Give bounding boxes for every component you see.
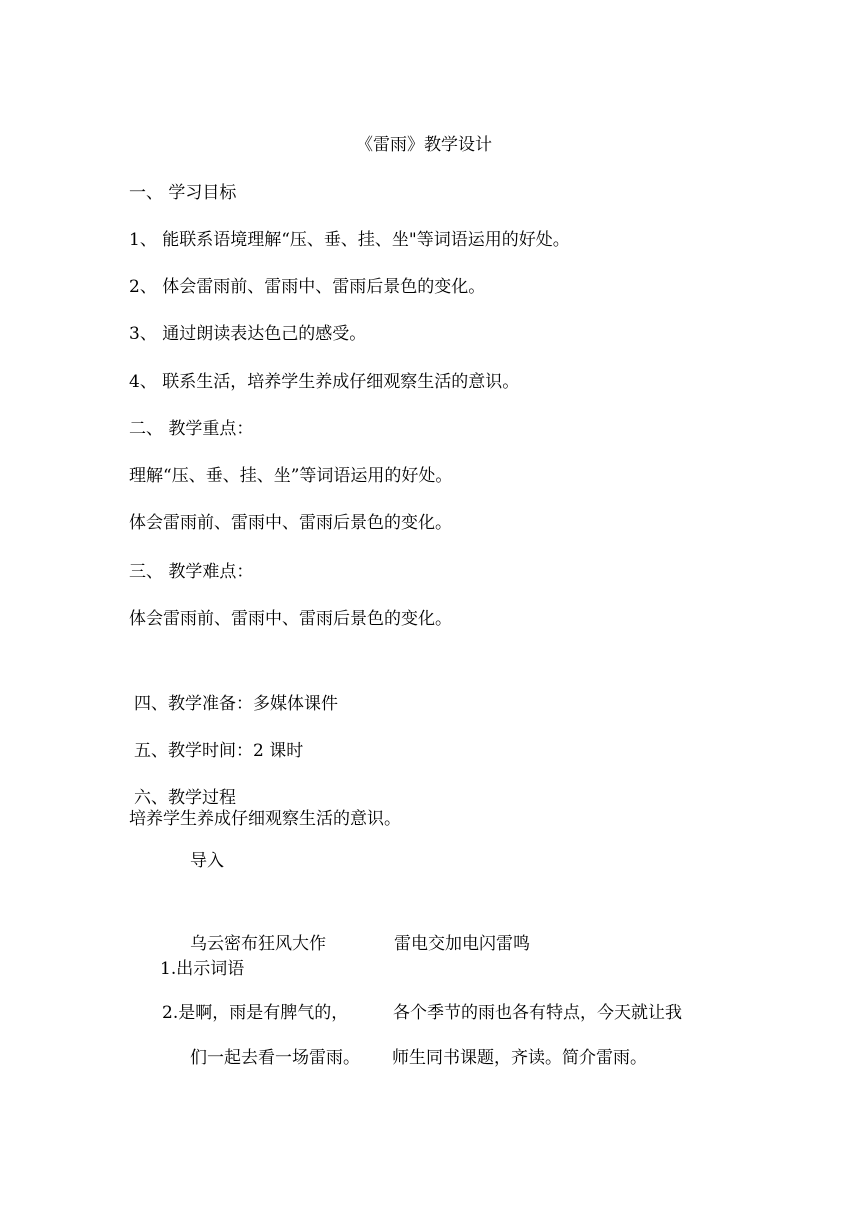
document-title: 《雷雨》教学设计 bbox=[356, 135, 492, 155]
section-heading-key-points: 二、 教学重点： bbox=[129, 419, 254, 439]
step-1: 1.出示词语 bbox=[160, 959, 245, 979]
goal-item-2: 2、 体会雷雨前、雷雨中、雷雨后景色的变化。 bbox=[129, 277, 486, 297]
words-left: 乌云密布狂风大作 bbox=[190, 934, 326, 954]
step-2-left: 2.是啊，雨是有脾气的， bbox=[162, 1003, 349, 1023]
overlap-line: 培养学生养成仔细观察生活的意识。 bbox=[129, 809, 401, 829]
section-heading-time: 五、教学时间：2 课时 bbox=[134, 741, 304, 761]
key-point-2: 体会雷雨前、雷雨中、雷雨后景色的变化。 bbox=[129, 513, 452, 533]
key-point-1: 理解“压、垂、挂、坐”等词语运用的好处。 bbox=[129, 466, 453, 486]
step-2-cont-right: 师生同书课题，齐读。简介雷雨。 bbox=[392, 1048, 647, 1068]
words-right: 雷电交加电闪雷鸣 bbox=[394, 934, 530, 954]
difficulty-1: 体会雷雨前、雷雨中、雷雨后景色的变化。 bbox=[129, 609, 452, 629]
step-2-cont-left: 们一起去看一场雷雨。 bbox=[190, 1048, 360, 1068]
section-heading-preparation: 四、教学准备：多媒体课件 bbox=[134, 694, 338, 714]
step-2-right: 各个季节的雨也各有特点，今天就让我 bbox=[393, 1003, 682, 1023]
section-heading-process: 六、教学过程 bbox=[134, 788, 236, 808]
intro-label: 导入 bbox=[190, 851, 224, 871]
goal-item-1: 1、 能联系语境理解“压、垂、挂、坐"等词语运用的好处。 bbox=[129, 230, 570, 250]
section-heading-difficulties: 三、 教学难点： bbox=[129, 562, 254, 582]
section-heading-goals: 一、 学习目标 bbox=[129, 183, 237, 203]
goal-item-3: 3、 通过朗读表达色己的感受。 bbox=[129, 324, 367, 344]
goal-item-4: 4、 联系生活，培养学生养成仔细观察生活的意识。 bbox=[129, 372, 520, 392]
